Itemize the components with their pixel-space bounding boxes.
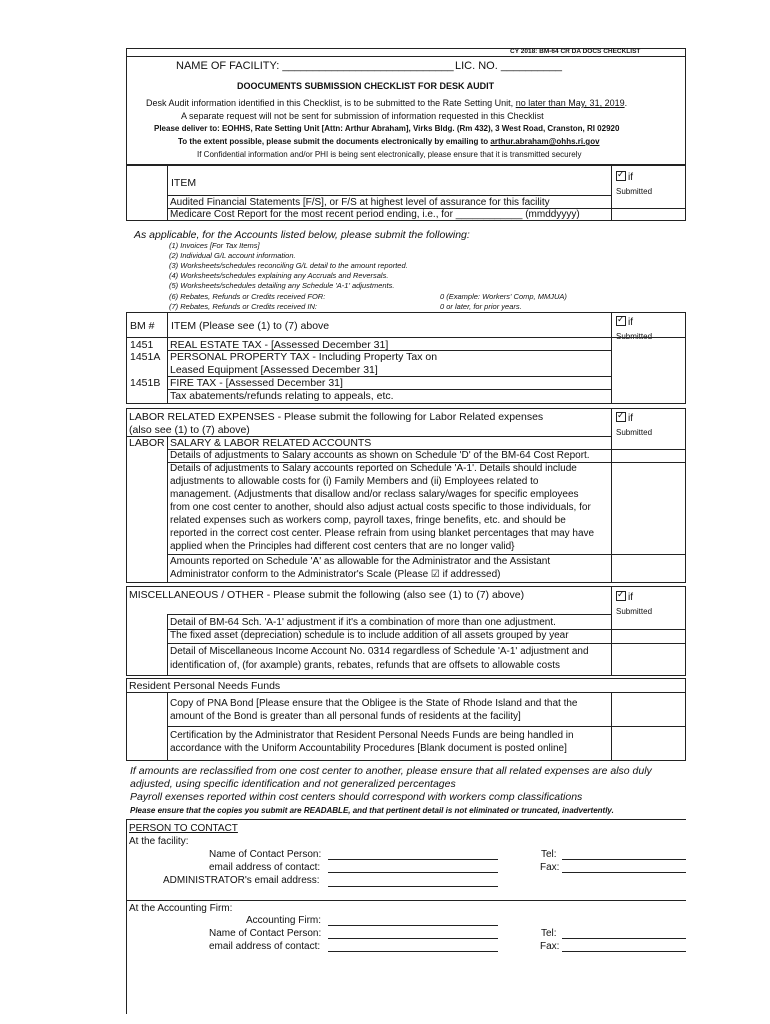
misc-vline-right bbox=[611, 586, 612, 676]
intro-line-1 bbox=[146, 97, 627, 109]
s1-vline-left bbox=[167, 165, 168, 221]
tax-bm-1: 1451 bbox=[130, 339, 154, 351]
tax-bm-head: BM # bbox=[130, 320, 155, 332]
s1-line1 bbox=[167, 195, 611, 196]
page-title: DOOCUMENTS SUBMISSION CHECKLIST FOR DESK AUDIT bbox=[237, 81, 495, 91]
accounts-title: As applicable, for the Accounts listed below, please submit the following: bbox=[134, 229, 470, 241]
s1-vline-right bbox=[611, 165, 612, 221]
misc-head: MISCELLANEOUS / OTHER - Please submit the following (also see (1) to (7) above) bbox=[129, 589, 525, 601]
misc-row-3b: identification of, (for axample) grants, rebates, refunds that are offsets to allowable costs bbox=[170, 660, 561, 671]
intro-line-2: A separate request will not be sent for submission of information requested in this Checklist bbox=[181, 111, 544, 121]
if-label: if bbox=[628, 413, 633, 424]
misc-line-2 bbox=[167, 643, 686, 644]
checkbox-icon bbox=[616, 591, 626, 601]
tax-vline-right bbox=[611, 312, 612, 404]
tax-checkbox[interactable] bbox=[616, 316, 652, 342]
labor-label: LABOR bbox=[129, 437, 165, 449]
labor-vline-left bbox=[167, 436, 168, 583]
contact-title: PERSON TO CONTACT bbox=[129, 823, 238, 834]
labor-head-2: (also see (1) to (7) above) bbox=[129, 424, 250, 436]
contact-email-field[interactable] bbox=[328, 872, 498, 873]
contact-name-label: Name of Contact Person: bbox=[209, 849, 322, 860]
footer-note-1: If amounts are reclassified from one cost center to another, please ensure that all related expenses are also duly bbox=[130, 765, 652, 777]
account-item-4: (4) Worksheets/schedules explaining any Accruals and Reversals. bbox=[169, 271, 389, 280]
footer-note-3: Payroll exenses reported within cost centers should correspond with workers comp classifications bbox=[130, 791, 583, 803]
submitted-label: Submitted bbox=[616, 428, 653, 437]
firm-label: At the Accounting Firm: bbox=[129, 903, 233, 914]
tax-line-0 bbox=[126, 337, 686, 338]
intro-1a: Desk Audit information identified in this Checklist, is to be submitted to the Rate Setting Unit, bbox=[146, 98, 516, 108]
tax-row-3: Leased Equipment [Assessed December 31] bbox=[170, 364, 378, 376]
tax-row-2: PERSONAL PROPERTY TAX - Including Property Tax on bbox=[170, 351, 438, 363]
contact-vline bbox=[126, 819, 127, 1014]
if-label: if bbox=[628, 592, 633, 603]
tel-field-1[interactable] bbox=[562, 859, 686, 860]
checkbox-icon bbox=[616, 412, 626, 422]
pna-row-2a: Certification by the Administrator that Resident Personal Needs Funds are being handled in bbox=[170, 730, 574, 741]
fax-field-2[interactable] bbox=[562, 951, 686, 952]
account-item-3: (3) Worksheets/schedules reconciling G/L detail to the amount reported. bbox=[169, 261, 408, 270]
admin-email-label: ADMINISTRATOR's email address: bbox=[163, 875, 320, 886]
misc-vline-left bbox=[167, 614, 168, 676]
labor-row-2d: from one cost center to another, should also adjust actual costs specific to those individuals, for bbox=[170, 502, 591, 513]
pna-row-1b: amount of the Bond is greater than all personal funds of residents at the facility] bbox=[170, 711, 521, 722]
if-label: if bbox=[628, 172, 633, 183]
submitted-label: Submitted bbox=[616, 332, 653, 341]
fax-label-2: Fax: bbox=[540, 941, 560, 952]
contact-name-field[interactable] bbox=[328, 859, 498, 860]
submitted-label: Submitted bbox=[616, 607, 653, 616]
checkbox-icon bbox=[616, 171, 626, 181]
facility-label: NAME OF FACILITY: ____________________________ bbox=[176, 60, 454, 72]
labor-row-3b: Administrator conform to the Administrator's Scale (Please ☑ if addressed) bbox=[170, 569, 501, 580]
intro-deadline: no later than May, 31, 2019 bbox=[515, 98, 625, 108]
fax-label-1: Fax: bbox=[540, 862, 560, 873]
labor-row-1: Details of adjustments to Salary accounts as shown on Schedule 'D' of the BM-64 Cost Report. bbox=[170, 450, 590, 461]
corner-line bbox=[126, 56, 686, 57]
tax-bm-4: 1451B bbox=[130, 377, 161, 389]
misc-checkbox[interactable] bbox=[616, 591, 652, 617]
s1-checkbox[interactable] bbox=[616, 171, 652, 197]
tel-label-2: Tel: bbox=[541, 928, 557, 939]
firm-contact-name-field[interactable] bbox=[328, 938, 498, 939]
labor-row-3a: Amounts reported on Schedule 'A' as allowable for the Administrator and the Assistant bbox=[170, 556, 551, 567]
firm-name-field[interactable] bbox=[328, 925, 498, 926]
labor-row-2e: related expenses such as workers comp, payroll taxes, fringe benefits, etc. and should be bbox=[170, 515, 566, 526]
admin-email-field[interactable] bbox=[328, 886, 498, 887]
s1-row-1: Audited Financial Statements [F/S], or F/S at highest level of assurance for this facility bbox=[170, 197, 550, 208]
labor-head-1: LABOR RELATED EXPENSES - Please submit the following for Labor Related expenses bbox=[129, 411, 544, 423]
if-label: if bbox=[628, 317, 633, 328]
account-item-7: (7) Rebates, Refunds or Credits received IN: bbox=[169, 302, 317, 311]
misc-line-0 bbox=[167, 614, 611, 615]
contact-email-label: email address of contact: bbox=[209, 862, 321, 873]
pna-line-0 bbox=[126, 692, 686, 693]
labor-vline-right bbox=[611, 408, 612, 583]
tel-label-1: Tel: bbox=[541, 849, 557, 860]
firm-email-label: email address of contact: bbox=[209, 941, 321, 952]
labor-row-2c: management. (Adjustments that disallow and/or reclass salary/wages for specific employees bbox=[170, 489, 579, 500]
labor-row-2g: applied when the Principles had different cost centers that are no longer valid} bbox=[170, 541, 515, 552]
firm-email-field[interactable] bbox=[328, 951, 498, 952]
tel-field-2[interactable] bbox=[562, 938, 686, 939]
email-link[interactable]: arthur.abraham@ohhs.ri.gov bbox=[490, 137, 600, 146]
pna-row-2b: accordance with the Uniform Accountability Procedures [Blank document is posted online] bbox=[170, 743, 567, 754]
labor-line-3 bbox=[167, 554, 686, 555]
s1-item-head: ITEM bbox=[171, 177, 197, 189]
account-note-6: 0 (Example: Workers' Comp, MMJUA) bbox=[440, 292, 567, 301]
labor-row-2b: adjustments to allowable costs for (i) Family Members and (ii) Employees related to bbox=[170, 476, 539, 487]
pna-row-1a: Copy of PNA Bond [Please ensure that the Obligee is the State of Rhode Island and that the bbox=[170, 698, 578, 709]
footer-note-4: Please ensure that the copies you submit are READABLE, and that pertinent detail is not eliminated or truncated, inadvertently. bbox=[130, 806, 614, 815]
tax-row-5: Tax abatements/refunds relating to appeals, etc. bbox=[170, 390, 394, 402]
checkbox-icon bbox=[616, 316, 626, 326]
fax-field-1[interactable] bbox=[562, 872, 686, 873]
corner-tag: CY 2018: BM-64 CR DA DOCS CHECKLIST bbox=[510, 48, 641, 55]
misc-row-1: Detail of BM-64 Sch. 'A-1' adjustment if it's a combination of more than one adjustment. bbox=[170, 617, 556, 628]
intro-4a: To the extent possible, please submit the documents electronically by emailing to bbox=[178, 137, 491, 146]
account-note-7: 0 or later, for prior years. bbox=[440, 302, 522, 311]
firm-name-label: Accounting Firm: bbox=[246, 915, 322, 926]
pna-head: Resident Personal Needs Funds bbox=[129, 680, 281, 692]
facility-label: At the facility: bbox=[129, 836, 189, 847]
s1-row-2: Medicare Cost Report for the most recent period ending, i.e., for ____________ (mmddyyyy) bbox=[170, 209, 580, 220]
misc-row-3a: Detail of Miscellaneous Income Account No. 0314 regardless of Schedule 'A-1' adjustment and bbox=[170, 646, 589, 657]
contact-mid-line bbox=[126, 900, 686, 901]
tax-bm-2: 1451A bbox=[130, 351, 161, 363]
submitted-label: Submitted bbox=[616, 187, 653, 196]
lic-label: LIC. NO. __________ bbox=[455, 60, 563, 72]
labor-checkbox[interactable] bbox=[616, 412, 652, 438]
pna-line-1 bbox=[167, 726, 686, 727]
tax-row-1: REAL ESTATE TAX - [Assessed December 31] bbox=[170, 339, 389, 351]
misc-row-2: The fixed asset (depreciation) schedule is to include addition of all assets grouped by year bbox=[170, 630, 569, 641]
labor-row-2a: Details of adjustments to Salary accounts reported on Schedule 'A-1'. Details should include bbox=[170, 463, 577, 474]
tax-vline-left bbox=[167, 312, 168, 404]
intro-line-3: Please deliver to: EOHHS, Rate Setting Unit [Attn: Arthur Abraham], Virks Bldg. (Rm 432), 3 West Road, Cranston, RI 02920 bbox=[154, 124, 620, 133]
contact-line-top bbox=[126, 819, 686, 820]
account-item-5: (5) Worksheets/schedules detailing any Schedule 'A-1' adjustments. bbox=[169, 281, 395, 290]
account-item-6: (6) Rebates, Refunds or Credits received FOR: bbox=[169, 292, 326, 301]
account-item-2: (2) Individual G/L account information. bbox=[169, 251, 296, 260]
intro-1c: . bbox=[624, 98, 628, 108]
intro-line-5: If Confidential information and/or PHI is being sent electronically, please ensure that it is transmitted securely bbox=[197, 150, 582, 159]
account-item-1: (1) Invoices [For Tax Items] bbox=[169, 241, 260, 250]
firm-contact-name-label: Name of Contact Person: bbox=[209, 928, 322, 939]
labor-row-2f: reported in the correct cost center. Please refrain from using blanket percentages that may have bbox=[170, 528, 595, 539]
tax-item-head: ITEM (Please see (1) to (7) above bbox=[171, 320, 330, 332]
footer-note-2: adjusted, using specific identification and not generalized percentages bbox=[130, 778, 456, 790]
tax-row-4: FIRE TAX - [Assessed December 31] bbox=[170, 377, 343, 389]
labor-sub: SALARY & LABOR RELATED ACCOUNTS bbox=[170, 437, 372, 449]
intro-line-4 bbox=[178, 136, 600, 148]
